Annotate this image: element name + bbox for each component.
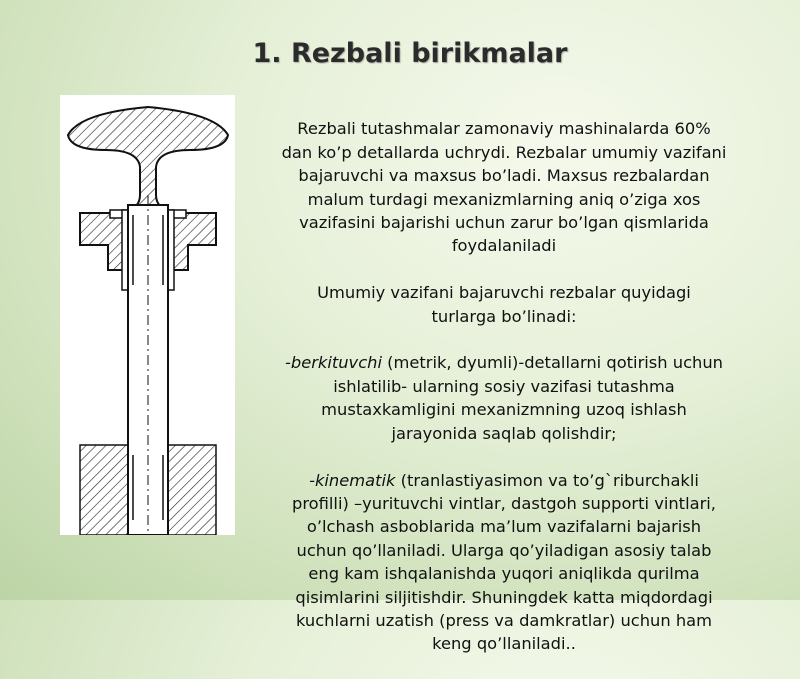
- fastening-term: -berkituvchi: [284, 353, 382, 373]
- paragraph-kinematic: [243, 469, 765, 656]
- slide-title: 1. Rezbali birikmalar: [252, 38, 568, 69]
- slide-body: [243, 94, 765, 679]
- kinematic-term: -kinematik: [309, 470, 396, 490]
- paragraph-types: Umumiy vazifani bajaruvchi rezbalar quyidagi turlarga bo’linadi:: [317, 283, 691, 326]
- paragraph-intro: Rezbali tutashmalar zamonaviy mashinalarda 60% dan ko’p detallarda uchrydi. Rezbalar umumiy vazifani bajaruvchi va maxsus bo’ladi. Maxsus rezbalardan malum turdagi mexanizmlarning aniq o’ziga xos vazifasini bajarishi uchun zarur bo’lgan qismlarida foydalaniladi: [281, 119, 727, 256]
- threaded-joint-drawing: [60, 95, 235, 535]
- paragraph-fastening: [243, 351, 765, 445]
- kinematic-text: (tranlastiyasimon va to’g`riburchakli profilli) –yurituvchi vintlar, dastgoh supporti vintlari, o’lchash asboblarida ma’lum vazifalarni bajarish uchun qo’llaniladi. Ularga qo’yiladigan asosiy talab eng kam ishqalanishda yuqori aniqlikda qurilma qisimlarini siljitishdir. Shuningdek katta miqdordagi kuchlarni uzatish (press va damkratlar) uchun ham keng qo’llaniladi..: [292, 470, 716, 654]
- fastening-text: (metrik, dyumli)-detallarni qotirish uchun ishlatilib- ularning sosiy vazifasi tutashma mustaxkamligini mexanizmning uzoq ishlash jarayonida saqlab qolishdir;: [321, 353, 723, 443]
